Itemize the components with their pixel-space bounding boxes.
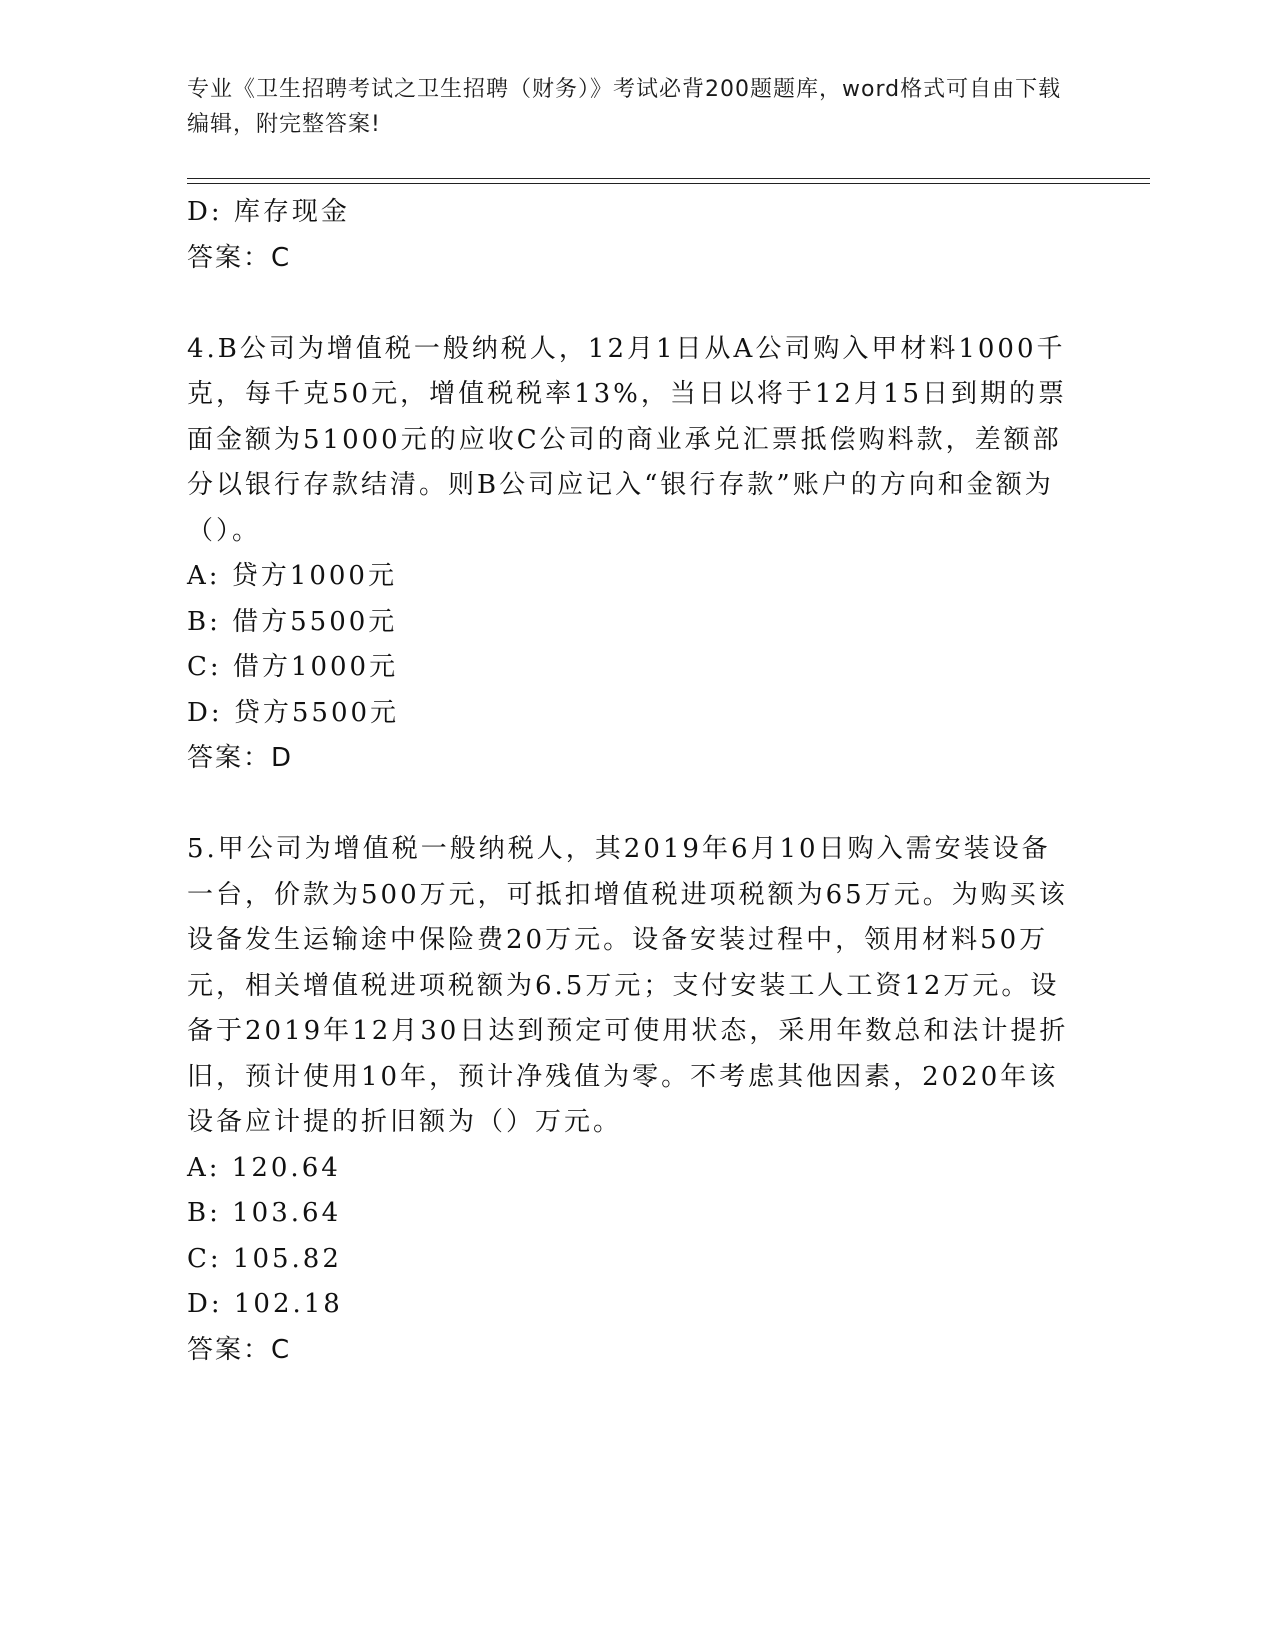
answer-line: 答案：C bbox=[187, 1334, 292, 1365]
spacer bbox=[187, 281, 1087, 327]
question-4 bbox=[187, 327, 1087, 782]
question-5 bbox=[187, 827, 1087, 1373]
option-c: C: 借方1000元 bbox=[187, 652, 399, 682]
page-header: 专业《卫生招聘考试之卫生招聘（财务）》考试必背200题题库，word格式可自由下载编辑，附完整答案! bbox=[187, 77, 1062, 137]
header-divider-bottom bbox=[187, 183, 1150, 184]
option-d: D: 102.18 bbox=[187, 1289, 343, 1319]
question-stem: 4.B公司为增值税一般纳税人，12月1日从A公司购入甲材料1000千克，每千克50元，增值税税率13%，当日以将于12月15日到期的票面金额为51000元的应收C公司的商业承兑汇票抵偿购料款，差额部分以银行存款结清。则B公司应记入“银行存款”账户的方向和金额为（）。 bbox=[187, 333, 1068, 546]
question-stem: 5.甲公司为增值税一般纳税人，其2019年6月10日购入需安装设备一台，价款为500万元，可抵扣增值税进项税额为65万元。为购买该设备发生运输途中保险费20万元。设备安装过程中，领用材料50万元，相关增值税进项税额为6.5万元；支付安装工人工资12万元。设备于2019年12月30日达到预定可使用状态，采用年数总和法计提折旧，预计使用10年，预计净残值为零。不考虑其他因素，2020年该设备应计提的折旧额为（）万元。 bbox=[187, 834, 1069, 1137]
option-b: B: 借方5500元 bbox=[187, 606, 398, 637]
spacer bbox=[187, 782, 1087, 828]
option-b: B: 103.64 bbox=[187, 1198, 342, 1228]
header-divider-top bbox=[187, 178, 1150, 179]
option-a: A: 120.64 bbox=[187, 1152, 341, 1183]
question-content bbox=[187, 190, 1087, 1373]
answer-line: 答案：C bbox=[187, 242, 292, 273]
option-c: C: 105.82 bbox=[187, 1243, 342, 1274]
option-a: A: 贷方1000元 bbox=[187, 561, 397, 591]
answer-line: 答案：D bbox=[187, 743, 294, 773]
question-3-tail bbox=[187, 190, 1087, 281]
option-d: D: 贷方5500元 bbox=[187, 697, 400, 728]
option-d: D: 库存现金 bbox=[187, 197, 350, 227]
